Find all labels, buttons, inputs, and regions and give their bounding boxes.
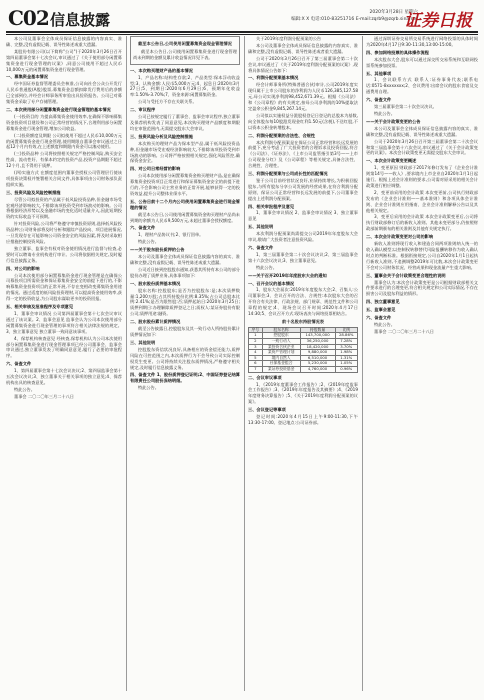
paragraph: 本次股东大会,股东可以通过深交所交易系统和互联网投票系统参加投票。 xyxy=(366,56,478,68)
section-heading: 一、利润分配预案基本情况 xyxy=(248,75,299,81)
paragraph: (二)投资额度及期限 公司拟使用不超过人民币10,000万元的闲置募集资金进行现金管理,使用期限自董事会审议通过之日起12个月内有效,在上述额度和期限内资金可以滚动使用。 xyxy=(6,132,122,150)
table-cell: 5 xyxy=(249,355,263,361)
section-heading: 二、本次使用部分闲置募集资金进行现金管理的基本情况 xyxy=(6,106,111,112)
paragraph: 本公司及董事会全体成员保证信息披露的内容真实、准确和完整,没有虚假记载、误导性陈述或者重大遗漏。 xyxy=(248,42,358,54)
table-cell: 6 xyxy=(249,361,263,367)
section-heading: 六、备查文件 xyxy=(366,315,392,321)
shareholder-table xyxy=(248,327,358,373)
editor-contact: 编辑:X X 电话:010-83251716 E-mail:zqrb9@zqrb.sina.net xyxy=(291,17,418,22)
article-column-3 xyxy=(248,36,358,694)
section-heading: ——关于股东股份质押的公告 xyxy=(130,247,185,253)
section-heading: 四、备查文件 1、股份质押登记证明;2、中国证券登记结算有限责任公司股份冻结明细。 xyxy=(130,372,240,384)
table-cell: 境内自然人 xyxy=(262,355,300,361)
paragraph: 特此公告。 xyxy=(374,321,395,327)
paragraph: 1、股东大会届次:2019年年度股东大会;2、召集人:公司董事会;3、会议召开的合法、合规性:本次股东大会的召开符合有关法律、行政法规、部门规章、规范性文件和公司章程的规定;4、现场会议召开时间:2020年4月17日14:30;5、会议召开方式:现场表决与网络投票相结合。 xyxy=(248,287,358,317)
table-row xyxy=(249,367,358,373)
table-cell: 7 xyxy=(249,367,263,373)
paragraph: 某股份有限公司(以下简称"公司")于2020年3月26日召开第四届董事会第十七次会议,审议通过了《关于使用部分闲置募集资金进行现金管理的议案》,同意公司使用不超过人民币10,000万元的闲置募集资金进行现金管理。 xyxy=(6,48,122,72)
section-name: 信息披露 xyxy=(50,11,111,29)
paragraph: (一)投资目的 为提高募集资金使用效率,在确保不影响募集资金投资项目建设和公司正常经营的情况下,合理利用部分闲置募集资金进行现金管理,增加公司收益。 xyxy=(6,113,122,131)
paragraph: 本次利润分配预案是在保证公司正常经营和长远发展的前提下,充分考虑了广大投资者的合理诉求及投资回报,符合《公司法》、《证券法》、《上市公司监管指引第3号——上市公司现金分红》及《公司章程》等相关规定,具备合法性、合规性、合理性。 xyxy=(248,139,358,169)
section-heading: 三、投资风险及风险控制措施 xyxy=(6,189,61,195)
paragraph: 1、董事会审议情况 公司第四届董事会第十七次会议审议通过了该议案。2、监事会意见 监事会认为公司本次使用部分闲置募集资金进行现金管理的事项符合相关法律法规的规定。3、独立董事意见 独立董事一致同意该事项。 xyxy=(6,310,122,334)
masthead xyxy=(6,4,478,32)
issue-date: 2020年3月28日 星期六 xyxy=(369,10,418,15)
table-cell: 28.86% xyxy=(335,333,358,339)
section-heading: 四、相关审批程序及意见 xyxy=(248,203,295,209)
table-cell: 1.98% xyxy=(335,350,358,356)
paragraph: 经会计师事务所(特殊普通合伙)审计,公司2019年度实现归属于上市公司股东的净利润为人民币126,385,127.58元,母公司实现净利润98,452,671.39元。根据《公司法》和《公司章程》的有关规定,按母公司净利润的10%提取法定盈余公积金9,845,267.14元。 xyxy=(248,82,358,111)
table-cell: 4,760,000 xyxy=(300,367,335,373)
section-heading: 四、独立董事意见 xyxy=(366,299,400,305)
shareholder-table-title: 前十名股东持股情况表 xyxy=(282,318,324,324)
section-heading: 二、股东股份累计质押情况 xyxy=(130,319,181,325)
paragraph: 经中国证券监督管理委员会核准,公司向社会公众公开发行人民币普通股(A股)股票,募集资金总额扣除发行费用后的净额已全部到位,并经会计师事务所审验出具验资报告。公司已对募集资金采取了专户存储管理。 xyxy=(6,81,122,105)
paragraph: 特此公告。 xyxy=(138,385,159,391)
table-cell: 5,230,000 xyxy=(300,361,335,367)
section-heading: 三、其他说明 xyxy=(130,339,156,345)
paragraph: 本次购买的理财产品为保本型产品,属于低风险投资品种,但金融市场受宏观经济影响较大,不排除该项投资受到市场波动的影响。公司将严格按照相关规定,强化风险管控,确保资金安全。 xyxy=(130,140,240,164)
section-heading: 一、本次会计政策变更概述 xyxy=(366,158,417,164)
table-cell: 3.70% xyxy=(335,344,358,350)
table-cell: 某投资合伙企业 xyxy=(262,344,300,350)
article-column-2 xyxy=(130,36,240,694)
section-heading: 四、参加网络投票的具体操作流程 xyxy=(366,49,429,55)
paragraph: 1、理财产品协议书;2、银行回单。 xyxy=(138,232,204,238)
paragraph: 公司与受托方不存在关联关系。 xyxy=(138,99,197,105)
section-heading: 六、备查文件 xyxy=(130,225,156,231)
table-cell: 7.28% xyxy=(335,339,358,345)
paragraph: 截至本公告日,公司使用闲置募集资金购买理财产品尚未到期的余额为人民币9,500万元,未超过董事会授权额度。 xyxy=(130,211,240,223)
section-heading: 一、召开会议的基本情况 xyxy=(248,280,295,286)
paragraph: 鉴于公司目前经营状况良好,业绩持续增长,为积极回报股东,与所有股东分享公司发展的经营成果,在符合利润分配原则、保证公司正常经营和长远发展的前提下,公司董事会提出上述利润分配预案。 xyxy=(248,177,358,201)
column-divider xyxy=(126,36,127,691)
section-heading: ——关于召开2019年年度股东大会的通知 xyxy=(248,272,327,278)
section-heading: 四、对公司日常经营的影响 xyxy=(130,166,181,172)
section-heading: 三、董事会关于会计政策变更合理性的说明 xyxy=(366,272,446,278)
section-heading: 二、会议审议事项 xyxy=(248,374,282,380)
paragraph: (四)实施方式 在额度范围内董事会授权公司管理层行使该项投资决策权并签署相关合同文件,具体事项由公司财务部负责组织实施。 xyxy=(6,170,122,187)
paragraph: 1、《2019年度董事会工作报告》;2、《2019年度监事会工作报告》;3、《2019年年度报告及其摘要》;4、《2019年度财务决算报告》;5、《关于2019年度利润分配预案的议案》。 xyxy=(248,381,358,405)
table-cell: 社保基金组合 xyxy=(262,361,300,367)
summary-box-title: 截至本公告日,公司使用闲置募集资金现金管理情况 xyxy=(138,41,232,46)
section-heading: 三、会议登记等事项 xyxy=(248,407,286,413)
paragraph: 公司本次使用部分闲置募集资金进行现金管理是在确保公司募投项目所需资金和保证募集资金安全的前提下进行的,不影响募集资金投资项目的正常开展,不存在变相改变募集资金用途的情况。通过适度的低风险投资理财,可以提高资金使用效率,获得一定的投资收益,为公司股东谋取更多的投资回报。 xyxy=(6,272,122,302)
paragraph: 1、第三届董事会第二十次会议决议;2、第三届监事会第十六次会议决议;3、独立董事意见。 xyxy=(248,251,358,263)
paragraph: 本公司及董事会全体成员保证信息披露的内容真实、准确、完整,没有虚假记载、误导性陈述或重大遗漏。 xyxy=(6,36,122,47)
table-header-cell: 股东名称 xyxy=(262,327,300,333)
paragraph: 1、变更原因 财政部于2017年修订发布了《企业会计准则第14号——收入》,要求境内上市企业自2020年1月1日起施行。根据上述会计准则的要求,公司需对原采用的相关会计政策进行相应调整。 xyxy=(366,165,478,188)
table-cell: 18,420,000 xyxy=(300,344,335,350)
paragraph: 控股股东资信状况良好,具备相应的资金偿还能力,质押风险在可控范围之内,本次质押行为不会导致公司实际控制权发生变更。公司将持续关注股东质押情况,严格遵守相关规定,及时履行信息披露义务。 xyxy=(130,346,240,370)
newspaper-logo: 证券日报 xyxy=(404,11,472,31)
paragraph: 1、第四届董事会第十七次会议决议;2、第四届监事会第十五次会议决议;3、独立董事关于相关事项的独立意见;4、保荐机构出具的核查意见。 xyxy=(6,368,122,385)
paragraph: 截至公告披露日,控股股东及其一致行动人所持股份累计质押情况如下: xyxy=(130,326,240,337)
paragraph: 1、董事会审议情况 2、监事会审议情况 3、独立董事意见 xyxy=(248,210,358,222)
header-rule-thin xyxy=(6,34,478,35)
section-number: C02 xyxy=(8,6,49,30)
paragraph: 新收入准则将现行收入和建造合同两项准则纳入统一的收入确认模型;以控制权转移替代风险报酬转移作为收入确认时点的判断标准。根据衔接规定,公司自2020年1月1日起执行新收入准则,不追溯调整2019年可比数,本次会计政策变更不会对公司财务状况、经营成果和现金流量产生重大影响。 xyxy=(366,241,478,270)
section-heading: 六、备查文件 xyxy=(366,97,392,103)
table-cell: 6,510,000 xyxy=(300,355,335,361)
section-heading: 一、股东股份质押基本情况 xyxy=(130,280,181,286)
table-cell: 9,880,000 xyxy=(300,350,335,356)
table-cell: 36,250,000 xyxy=(300,339,335,345)
section-heading: 一、募集资金基本情况 xyxy=(6,74,48,80)
table-cell: 2 xyxy=(249,339,263,345)
paragraph: 第三届董事会第二十次会议决议。 xyxy=(374,104,437,110)
paragraph: 公司本次使用部分闲置募集资金购买理财产品,是在确保募集资金投资项目正常进行和保证募集资金安全的前提下进行的,不会影响公司主营业务的正常开展,能够获得一定的投资效益,提升公司整体业绩水平。 xyxy=(130,173,240,196)
column-divider xyxy=(244,36,245,691)
paragraph: 特此公告。 xyxy=(374,110,395,116)
section-heading: 二、审议程序 xyxy=(130,107,156,113)
table-header-cell: 比例 xyxy=(335,327,358,333)
paragraph: 登记时间:2020年4月15日上午9:00-11:30,下午13:30-17:00。登记地点:公司证券部。 xyxy=(248,414,358,425)
section-heading: 三、投资风险分析及风险控制措施 xyxy=(130,133,193,139)
paragraph: 公司于2020年3月26日召开了第三届董事会第二十次会议,审议通过了《关于2019年度利润分配预案的议案》,现将具体情况公告如下: xyxy=(248,55,358,73)
table-header-cell: 持股数量 xyxy=(300,327,335,333)
paragraph: 本次利润分配预案尚需提交公司2019年年度股东大会审议,敬请广大投资者注意投资风险。 xyxy=(248,231,358,243)
paragraph: 公司已按规定履行了董事会、监事会审议程序,独立董事及保荐机构发表了同意意见,本次购买理财产品额度和期限均在审批范围内,无需提交股东大会审议。 xyxy=(130,114,240,131)
table-cell: 0.96% xyxy=(335,367,358,373)
section-heading: 五、其他事项 xyxy=(366,70,392,76)
paragraph: (三)投资品种 公司将按照相关规定严格控制风险,购买安全性高、流动性好、有保本约定的投资产品,投资产品期限不超过12个月,且不得用于质押。 xyxy=(6,151,122,169)
paragraph: 1、会议联系方式 联系人:证券事务代表;联系电话:0571-8xxxxxxx;2、会议费用:出席会议的股东食宿及交通费用自理。 xyxy=(366,77,478,95)
section-heading: 四、对公司的影响 xyxy=(6,265,40,271)
paragraph: 截至本公告日,公司使用闲置募集资金进行现金管理尚未到期的金额及累计收益情况详见下表。 xyxy=(133,48,237,60)
paragraph: 本公司及董事会全体成员保证信息披露内容的真实、准确和完整,没有虚假记载、误导性陈述或重大遗漏。 xyxy=(366,125,478,137)
section-heading: ——关于会计政策变更的公告 xyxy=(366,118,421,124)
section-heading: 五、其他说明 xyxy=(248,224,274,230)
paragraph: 董事会 二〇二〇年三月二十八日 xyxy=(14,393,74,399)
article-column-1 xyxy=(6,36,122,694)
paragraph: 公司拟以实施权益分派股权登记日登记的总股本为基数,向全体股东每10股派发现金红利1.50元(含税),不送红股,不以资本公积金转增股本。 xyxy=(248,112,358,130)
paragraph: 3、变更后采用的会计政策 本次会计政策变更后,公司将执行财政部修订后的新收入准则。其他未变更部分,仍按照财政部前期颁布的相关准则及其他有关规定执行。 xyxy=(366,214,478,232)
section-heading: 五、监事会意见 xyxy=(366,307,396,313)
paragraph: 特此公告。 xyxy=(256,264,277,270)
investment-summary-box xyxy=(130,36,240,65)
table-cell: 143,700,000 xyxy=(300,333,335,339)
section-heading: 六、备查文件 xyxy=(6,361,32,367)
table-header-cell: 序号 xyxy=(249,327,263,333)
table-cell: 1.31% xyxy=(335,355,358,361)
column-divider xyxy=(362,36,363,691)
paragraph: 1、产品名称:结构性存款;2、产品类型:保本浮动收益型;3、认购金额:人民币5,000万元;4、起息日:2020年3月27日;5、到期日:2020年6月29日;6、预期年化收益率:1.50%-3.70%;7、资金来源:闲置募集资金。 xyxy=(130,74,240,98)
table-cell: 1 xyxy=(249,333,263,339)
table-cell: 1.05% xyxy=(335,361,358,367)
paragraph: 股东名称:控股股东;是否为控股股东:是;本次质押数量:1,200万股;占其所持股份比例:8.35%;占公司总股本比例:2.41%;是否为限售股:否;质押起始日:2020年3月25日;质押到期日:办理解除质押登记之日;质权人:某证券股份有限公司;质押用途:融资。 xyxy=(130,287,240,317)
paragraph: 公司近日接到控股股东通知,获悉其所持有本公司的部分股份办理了质押业务,具体事项如下: xyxy=(130,266,240,278)
paragraph: 董事会 二〇二〇年三月二十八日 xyxy=(374,328,434,334)
paragraph: 董事会认为:本次会计政策变更是公司根据财政部相关文件要求进行的合理变更,符合相关规定和公司实际情况,不存在损害公司及股东利益的情形。 xyxy=(366,279,478,297)
section-heading: 二、利润分配预案的合法性、合规性 xyxy=(248,132,316,138)
section-heading: 五、公告日前十二个月内公司使用闲置募集资金进行现金管理的情况 xyxy=(130,198,240,210)
table-cell: 4 xyxy=(249,350,263,356)
paragraph: 公司于2020年3月26日召开第三届董事会第二十次会议和第三届监事会第十六次会议,审议通过了《关于会计政策变更的议案》。本次会计政策变更无需提交股东大会审议。 xyxy=(366,138,478,156)
table-cell: 某证券投资基金 xyxy=(262,367,300,373)
section-heading: 一、本次购买理财产品的基本情况 xyxy=(130,67,193,73)
table-cell: 3 xyxy=(249,344,263,350)
header-rule xyxy=(6,31,478,33)
paragraph: 4、保荐机构核查意见 经核查,保荐机构认为公司本次使用部分闲置募集资金进行现金管理事项已经公司董事会、监事会审议通过,独立董事发表了明确同意意见,履行了必要的审批程序。 xyxy=(6,335,122,359)
paragraph: 本公司及董事会全体成员保证信息披露内容的真实、准确和完整,没有虚假记载、误导性陈述或重大遗漏。 xyxy=(130,254,240,265)
paragraph: 特此公告。 xyxy=(138,239,159,245)
section-heading: 三、利润分配预案与公司成长性的匹配情况 xyxy=(248,171,328,177)
paragraph: 针对投资风险,公司将严格遵守审慎投资原则,选择低风险投资品种;公司财务部将及时分析和跟踪产品投向、项目进展情况,一旦发现存在可能影响公司资金安全的风险因素,将及时采取相应措施控制投资风险。 xyxy=(6,221,122,244)
section-heading: 五、相关审核及批准程序及专项意见 xyxy=(6,304,74,310)
article-column-4 xyxy=(366,36,478,694)
paragraph: 特此公告。 xyxy=(14,386,35,392)
paragraph: 通过深圳证券交易所交易系统进行网络投票的具体时间为2020年4月17日9:30-11:30,13:00-15:00。 xyxy=(366,36,478,47)
table-cell: 一致行动人 xyxy=(262,339,300,345)
paragraph: 尽管公司拟投资的产品属于低风险投资品种,但金融市场受宏观经济影响较大,不排除该项投资受到市场波动的影响。公司将根据经济形势以及金融市场的变化适时适量介入,因此短期投资的实际收益不可预期。 xyxy=(6,196,122,220)
paragraph: 2、变更前采用的会计政策 本次变更前,公司执行财政部发布的《企业会计准则——基本准则》和各项具体会计准则、企业会计准则应用指南、企业会计准则解释公告以及其他相关规定。 xyxy=(366,189,478,213)
paragraph: 独立董事、监事会有权对资金使用情况进行监督与检查,必要时可以聘请专业机构进行审计。公司将依据相关规定,及时履行信息披露义务。 xyxy=(6,245,122,263)
table-cell: 控股股东 xyxy=(262,333,300,339)
table-cell: 某资产管理计划 xyxy=(262,350,300,356)
section-heading: 二、本次会计政策变更对公司的影响 xyxy=(366,234,434,240)
paragraph: 关于2019年度利润分配预案的公告 xyxy=(256,36,322,41)
section-heading: 六、备查文件 xyxy=(248,245,274,250)
